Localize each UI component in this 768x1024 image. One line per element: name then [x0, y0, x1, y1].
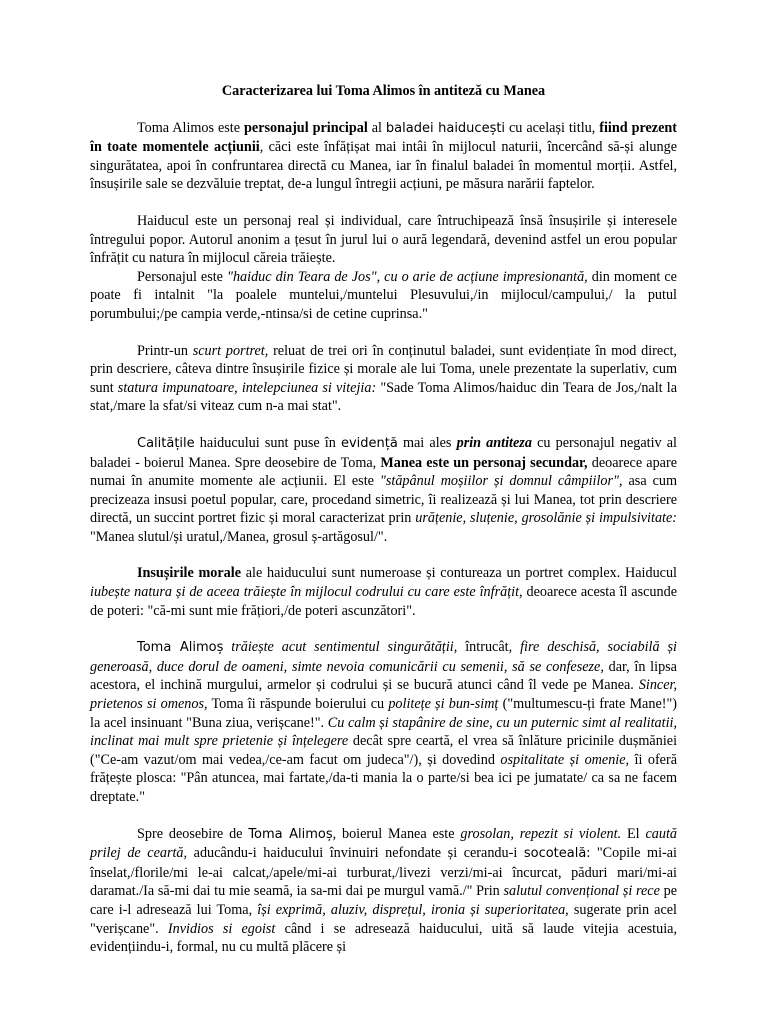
paragraph-intro: Toma Alimos este personajul principal al baladei haiducești cu același titlu, fiind prezent în toate momentele acțiunii, căci este înfățișat mai intâi în mijlocul naturii, încercând să-și alunge singurătatea, apoi în confruntarea directă cu Manea, iar în finalul baladei în momentul morții. Astfel, însușirile sale se dezvăluie treptat, de-a lungul întregii acțiuni, pe măsura narării faptelor.: [90, 119, 678, 193]
paragraph-portrait: Printr-un scurt portret, reluat de trei ori în conținutul baladei, sunt evidențiate în mod direct, prin descriere, câteva dintre însușirile fizice și morale ale lui Toma, unele prezentate la superlativ, cum sunt statura impunatoare, intelepciunea si vitejia: "Sade Toma Alimos/haiduc din Teara de Jos,/nalt la stat,/mare la sfat/si viteaz cum n-a mai stat".: [90, 342, 677, 415]
paragraph-haiduc-location: Personajul este "haiduc din Teara de Jos", cu o arie de acțiune impresionantă, din moment ce poate fi intalnit "la poalele muntelui,/muntelui Plesuvului,/in mijlocul/campului,/ la putul porumbului;/pe campia verde,-ntinsa/si de cetine cuprinsa.": [90, 268, 677, 322]
page-title: Caracterizarea lui Toma Alimos în antiteză cu Manea: [221, 83, 546, 99]
document-page: [90, 82, 677, 957]
paragraph-manea-contrast: Spre deosebire de Toma Alimoș, boierul Manea este grosolan, repezit si violent. El caută prilej de ceartă, aducându-i haiducului învinuiri nefondate și cerandu-i socoteală: "Copile mi-ai înselat,/florile/mi le-ai calcat,/apele/mi-ai turburat,/livezi verzi/mi-ai încurcat, păduri mari/mi-ai daramat./Ia să-mi dai tu mie seamă, ia sa-mi dai pe murgul vamă./" Prin salutul convențional și rece pe care i-l adresează lui Toma, își exprimă, aluziv, disprețul, ironia și superioritatea, sugerate prin acel "verișcane". Invidios si egoist când i se adresează haiducului, uită să laude vitejia acestuia, evidențiindu-i, formal, nu cu multă plăcere și: [90, 825, 678, 956]
paragraph-loneliness: Toma Alimoș trăiește acut sentimentul singurătății, întrucât, fire deschisă, sociabilă și generoasă, duce dorul de oameni, simte nevoia comunicării cu semenii, să se confeseze, dar, în lipsa acestora, el inchină murgului, armelor și codrului și se bucură atunci când îl vede pe Manea. Sincer, prietenos si omenos, Toma îi răspunde boierului cu politețe și bun-simț ("multumescu-ți frate Mane!") la acel insinuant "Buna ziua, verișcane!". Cu calm și stapânire de sine, cu un puternic simt al realitatii, inclinat mai mult spre prietenie și înțelegere decât spre ceartă, el vrea să înlăture pricinile dușmăniei ("Ce-am vazut/om mai vedea,/ce-am facut om judeca"/), și dovedind ospitalitate și omenie, îi oferă frățește plosca: "Pân atuncea, mai fartate,/da-ti mania la o parte/si bea ici pe jumatate/ ca sa ne facem dreptate.": [90, 639, 678, 805]
paragraph-moral-traits: Insușirile morale ale haiducului sunt numeroase și contureaza un portret complex. Haiducul iubește natura și de aceea trăiește în mijlocul codrului cu care este înfrățit, deoarece acesta îl ascunde de poteri: "că-mi sunt mie frățiori,/de poteri ascunzători".: [90, 565, 677, 619]
paragraph-antithesis: Calitățile haiducului sunt puse în evidență mai ales prin antiteza cu personajul negativ al baladei - boierul Manea. Spre deosebire de Toma, Manea este un personaj secundar, deoarece apare numai în anumite momente ale acțiunii. El este "stăpânul moșiilor și domnul câmpiilor", asa cum precizeaza insusi poetul popular, care, procedand simetric, îi realizează și lui Manea, tot prin descriere directă, un succint portret fizic și moral caracterizat prin urățenie, sluțenie, grosolănie și impulsivitate: "Manea slutul/și uratul,/Manea, grosul ș-artăgosul/".: [90, 434, 677, 545]
paragraph-real-character: Haiducul este un personaj real și individual, care întruchipează însă însușirile și interesele întregului popor. Autorul anonim a țesut în jurul lui o aură legendară, devenind astfel un erou popular înfrățit cu natura în mijlocul căreia trăiește.: [90, 212, 677, 267]
